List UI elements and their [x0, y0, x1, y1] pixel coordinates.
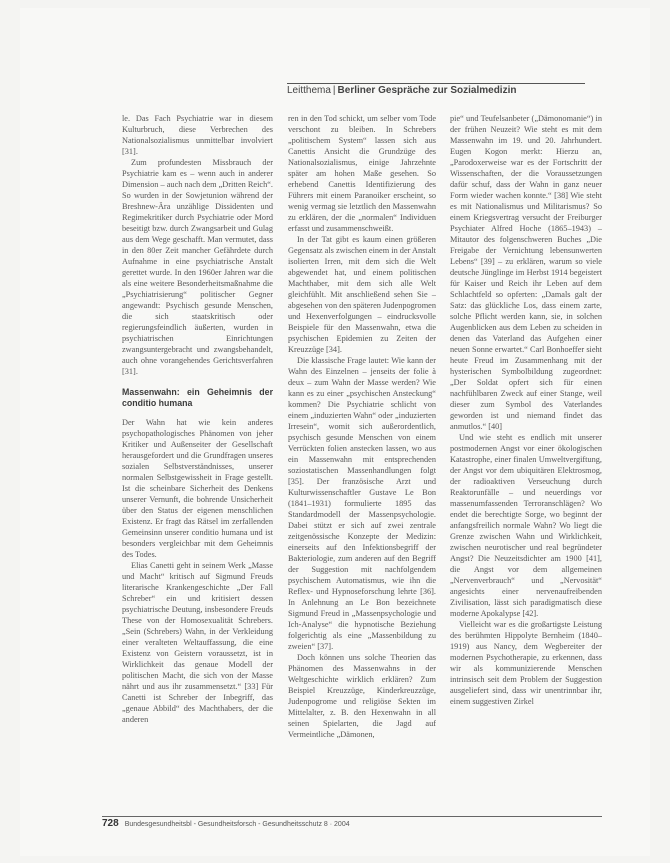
footer-rule: [102, 816, 602, 817]
paragraph: Die klassische Frage lautet: Wie kann der Wahn des Einzelnen – jenseits der folie à deux – zum Wahn der Masse werden? Wie kann es zu einer „psychischen Ansteckung“ kommen? Die Psychiatrie schlicht von einem „induzierten Wahn“ oder „induzierten Irresein“, womit sich außerordentlich, psychisch gesunde Menschen von einem Verrückten folien anstecken lassen, wo aus ein Massenwahn mit entsprechenden soziostatischen Massenhandlungen folgt [35]. Der französische Arzt und Kulturwissenschaftler Gustave Le Bon (1841–1931) formulierte 1895 das Standardmodell der Massenpsychologie. Dabei stützt er sich auf zwei zentrale zeitgenössische Konzepte der Medizin: einerseits auf den Infektionsbegriff der Bakteriologie, zum anderen auf den Begriff der Suggestion mit nachfolgendem psychischem Automatismus, wie ihn die Reflex- und Hypnoseforschung lehrte [36]. In Anlehnung an Le Bon bezeichnete Sigmund Freud in „Massenpsychologie und Ich-Analyse“ die hypnotische Beziehung folgerichtig als eine „Massenbildung zu zweien“ [37].: [288, 356, 436, 651]
header-topic: Berliner Gespräche zur Sozialmedizin: [337, 85, 517, 96]
paragraph: le. Das Fach Psychiatrie war in diesem Kulturbruch, diese Verbrechen des Nationalsozialismus unmittelbar involviert [31].: [122, 114, 273, 156]
journal-citation: Bundesgesundheitsbl - Gesundheitsforsch - Gesundheitsschutz 8 · 2004: [124, 821, 350, 828]
running-header: Leitthema | Berliner Gespräche zur Sozialmedizin: [287, 85, 517, 96]
paragraph: Elias Canetti geht in seinem Werk „Masse und Macht“ kritisch auf Sigmund Freuds literarische Krankengeschichte „Der Fall Schreber“ ein und kritisiert dessen psychiatrische Deutung, insbesondere Freuds These von der Homosexualität Schrebers. „Sein (Schrebers) Wahn, in der Verkleidung einer veralteten Weltauffassung, die eine Existenz von Geistern voraussetzt, ist in Wirklichkeit das genaue Modell der politischen Macht, die sich von der Masse nährt und aus ihr zusammensetzt.“ [33] Für Canetti ist Schreber der Inbegriff, das „genaue Abbild“ des Machthabers, der die anderen: [122, 561, 273, 724]
header-section: Leitthema: [287, 85, 331, 96]
paragraph: In der Tat gibt es kaum einen größeren Gegensatz als zwischen einem in der Anstalt isolierten Irren, mit dem sich die Welt abgewendet hat, und einem politischen Machthaber, mit dem sich alle Welt gleichfühlt. Mit anschließend sehen Sie – abgesehen von den späteren Judenpogromen und Hexenverfolgungen – eindrucksvolle Beispiele für den Massenwahn, etwa die psychischen Epidemien zu Zeiten der Kreuzzüge [34].: [288, 235, 436, 354]
running-footer: [102, 818, 602, 829]
paragraph: Zum profundesten Missbrauch der Psychiatrie kam es – wenn auch in anderer Dimension – auch nach dem „Dritten Reich“. So wurden in der Sowjetunion während der Breshnew-Ära unzählige Dissidenten und Regimekritiker durch Psychiatrie oder Mord beseitigt bzw. durch Zwangsarbeit und Gulag aus dem Wege geschafft. Man vermutet, dass in den 80er Zeit mancher Gefährdete durch Aufnahme in eine psychiatrische Anstalt gerettet wurde. In den 1960er Jahren war die als eine weitere Besonderheitsmaßnahme die „Psychiatrisierung“ politischer Gegner angewandt: Psychisch gesunde Menschen, die sich staatskritisch oder regierungsfeindlich äußerten, wurden in psychiatrischen Einrichtungen zwangsuntergebracht und zwangsbehandelt, auch ohne vorangehendes Gerichtsverfahren [31].: [122, 158, 273, 376]
page-number: 728: [102, 818, 119, 829]
paragraph: Doch können uns solche Theorien das Phänomen des Massenwahns in der Weltgeschichte wirklich erklären? Zum Beispiel Kreuzzüge, Kinderkreuzzüge, Judenpogrome und religiöse Sekten im Mittelalter, z. B. den Hexenwahn in all seinen Spielarten, die Jagd auf Vermeintliche „Dämonen,: [288, 653, 436, 739]
paragraph: Der Wahn hat wie kein anderes psychopathologisches Phänomen von jeher Kritiker und Außenseiter der Gesellschaft herausgefordert und die Grundfragen unseres sozialen Selbstverständnisses, unserer normalen Selbstgewissheit in Frage gestellt. Ist die scheinbare Sicherheit des Denkens unserer Vernunft, die bohrende Unsicherheit über den Status der eigenen menschlichen Existenz. Er fragt das Rätsel im zerfallenden Gemeinsinn unserer conditio humana und ist besonders vergleichbar mit dem Geheimnis des Todes.: [122, 418, 273, 559]
paragraph: Und wie steht es endlich mit unserer postmodernen Angst vor einer ökologischen Katastrophe, einer finalen Umweltvergiftung, der Angst vor dem ubiquitären Elektrosmog, der radioaktiven Verseuchung durch Reaktorunfälle – und neuerdings vor massenumfassenden Terroranschlägen? Wo endet die berechtigte Sorge, wo beginnt der anfangsfreilich normale Wahn? Wo liegt die Grenze zwischen Wahn und Wirklichkeit, zwischen neurotischer und real begründeter Angst? Die Neuzeitsdichter am 1900 [41], die Angst vor dem allgemeinen „Nervenverbrauch“ und „Nervosität“ angesichts einer nervenaufreibenden Zivilisation, lässt sich paradigmatisch diese moderne Apokalypse [42].: [450, 433, 602, 618]
text-column-1: [122, 113, 273, 853]
text-column-2: [288, 113, 436, 853]
text-column-3: [450, 113, 602, 853]
paragraph: pie“ und Teufelsanbeter („Dämonomanie“) in der frühen Neuzeit? Wie steht es mit dem Massenwahn im 19. und 20. Jahrhundert. Eugen Kogon merkt: Hierzu an, „Parodoxerweise war es der Fortschritt der Wissenschaften, der die Voraussetzungen dafür schuf, dass der Wahn in ganz neuer Form wieder wachen konnte.“ [38] Wie steht es mit Nationalismus und Militarismus? So einem Kriegsvertrag versucht der Freiburger Psychiater Alfred Hoche (1865–1943) – Mitautor des folgenschweren Buches „Die Freigabe der Vernichtung lebensunwerten Lebens“ [39] – zu erklären, warum so viele deutsche Jünglinge im Herbst 1914 begeistert für Kaiser und Reich ihr Leben auf dem Schlachtfeld so opferten: „Damals galt der Satz: das glückliche Los, dass einem zarte, solche Pflicht werden kann, sie, in solchen Augenblicken aus dem Leben zu scheiden in denen das Vaterland das Aufgehen einer neuen Sonne erwartet.“ Carl Bonhoeffer sieht heute Freud im Zusammenhang mit der hysterischen Symbolbildung zugeordnet: „Der Soldat opfert sich für einen nachfühlbaren Zweck auf einer Stange, weil dieser zum Symbol des Vaterlandes geworden ist und niemand findet das anmutlos.“ [40]: [450, 114, 602, 431]
paragraph: Vielleicht war es die großartigste Leistung des berühmten Hippolyte Bernheim (1840–1919) aus Nancy, dem Wegbereiter der modernen Psychotherapie, zu erkennen, dass wir als kommunizierende Menschen intrinsisch seit dem Problem der Suggestion ausgeliefert sind, dass wir unentrinnbar ihr, einem suggestiven Zirkel: [450, 620, 602, 706]
header-rule: [287, 83, 585, 84]
paragraph: ren in den Tod schickt, um selber vom Tode verschont zu bleiben. In Schrebers „politischem System“ lassen sich aus Canettis Ansicht die Grundzüge des Nationalsozialismus, einige Jahrzehnte später am hohen Maße gesehen. So erhebend Canettis Identifizierung des Führers mit einem Paranoiker erscheint, so wenig vermag sie letztlich den Massenwahn zu erklären, der die „normalen“ Individuen erfasst und zusammenschweißt.: [288, 114, 436, 233]
section-heading: Massenwahn: ein Geheimnis der conditio humana: [122, 387, 273, 408]
